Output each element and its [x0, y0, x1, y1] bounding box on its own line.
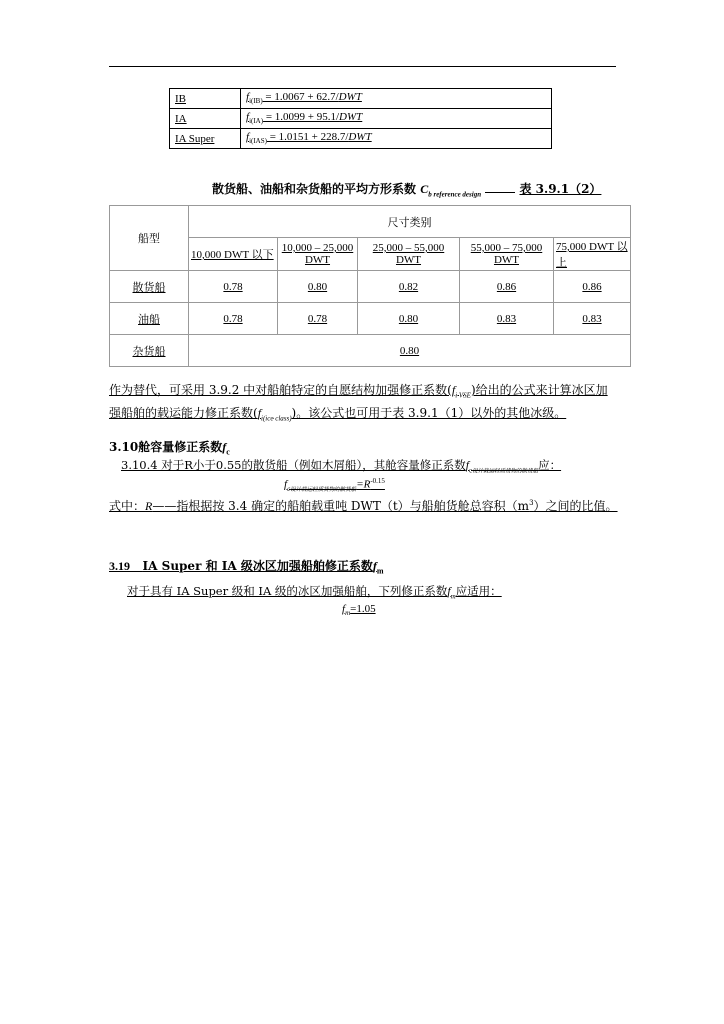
- value-cell: 0.86: [496, 280, 517, 293]
- table-row: [110, 303, 631, 335]
- table-row: [170, 109, 552, 129]
- formula-table: [169, 88, 552, 149]
- size-column-header: 10,000 – 25,000 DWT: [278, 238, 358, 271]
- size-column-header: 75,000 DWT 以上: [554, 238, 631, 271]
- ship-type-header: 船型: [110, 206, 189, 271]
- formula-cell: $f_{i(IAS)} = 1.0151 + 228.7/DWT$: [241, 129, 552, 149]
- clause-text: 3.10.4 对于R小于0.55的散货船（例如木屑船），其舱容量修正系数$f_{c设计载运轻质货物的散货船}$应：: [121, 458, 562, 475]
- table-header-row: [110, 238, 631, 271]
- value-cell: 0.83: [496, 312, 517, 325]
- size-column-header: 25,000 – 55,000 DWT: [358, 238, 460, 271]
- value-cell: 0.80: [307, 280, 328, 293]
- table-row: [110, 271, 631, 303]
- ice-class-cell: IA: [170, 109, 241, 129]
- value-cell: 0.83: [582, 312, 602, 325]
- value-cell: 0.80: [399, 344, 420, 357]
- value-cell: 0.78: [223, 280, 243, 293]
- value-cell: 0.78: [307, 312, 328, 325]
- ship-type-cell: 散货船: [110, 271, 189, 303]
- table-header-row: [110, 206, 631, 238]
- table-row: [170, 89, 552, 109]
- value-cell: 0.80: [398, 312, 419, 325]
- substitute-paragraph: 作为替代，可采用 3.9.2 中对船舶特定的自愿结构加强修正系数$(f_{i VSE})$给出的公式来计算冰区加强船舶的载运能力修正系数$(f_{i(ice class)})$。该公式也可用于表 3.9.1（1）以外的其他冰级。: [109, 383, 608, 423]
- ship-type-cell: 杂货船: [110, 335, 189, 367]
- formula-cell: $f_{i(IB)} = 1.0067 + 62.7/DWT$: [241, 89, 552, 109]
- correction-formula: $f_m=1.05$: [342, 603, 376, 618]
- definition-text: 式中：R——指根据按 3.4 确定的船舶载重吨 DWT（t）与船舶货舱总容积$(m^3)$之间的比值。: [109, 499, 618, 513]
- size-column-header: 55,000 – 75,000 DWT: [460, 238, 554, 271]
- section-text: 对于具有 IA Super 级和 IA 级的冰区加强船舶，下列修正系数$f_m$应适用：: [127, 584, 502, 601]
- ice-class-cell: IB: [170, 89, 241, 109]
- value-cell: 0.78: [223, 312, 243, 325]
- value-cell: 0.82: [398, 280, 419, 293]
- table-caption: 散货船、油船和杂货船的平均方形系数 $C_{b reference design}$ 表 3.9.1（2）: [212, 182, 602, 199]
- size-category-header: 尺寸类别: [189, 206, 631, 238]
- value-cell: 0.86: [582, 280, 602, 293]
- ice-class-cell: IA Super: [170, 129, 241, 149]
- formula-cell: $f_{i(IA)} = 1.0099 + 95.1/DWT$: [241, 109, 552, 129]
- size-column-header: 10,000 DWT 以下: [189, 238, 278, 271]
- capacity-formula: $f_{c设计载运轻质货物的散货船}=R^{-0.15}$: [284, 477, 385, 493]
- top-rule: [109, 66, 616, 67]
- block-coefficient-table: [109, 205, 631, 367]
- table-row: [110, 335, 631, 367]
- table-row: [170, 129, 552, 149]
- table-number: 表 3.9.1（2）: [519, 182, 602, 196]
- section-heading: 3.10舱容量修正系数$f_c$: [109, 440, 230, 457]
- ship-type-cell: 油船: [110, 303, 189, 335]
- section-heading: 3.19 IA Super 和 IA 级冰区加强船舶修正系数$f_m$: [109, 559, 384, 576]
